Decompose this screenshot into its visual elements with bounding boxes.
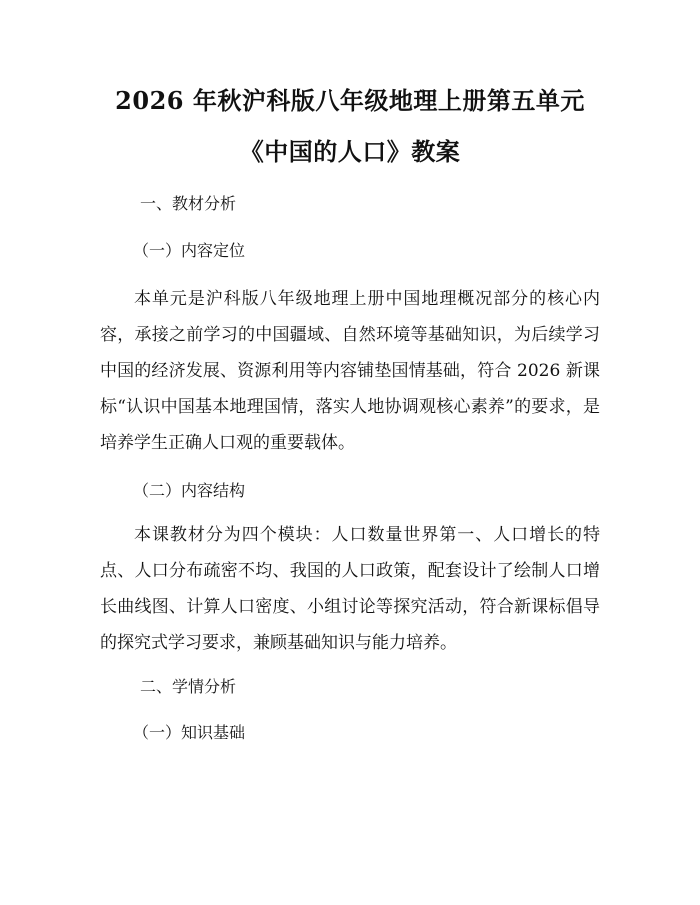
subsection-heading-content-positioning: （一）内容定位 (133, 241, 246, 260)
paragraph-content-structure: 本课教材分为四个模块：人口数量世界第一、人口增长的特点、人口分布疏密不均、我国的人口政策，配套设计了绘制人口增长曲线图、计算人口密度、小组讨论等探究活动，符合新课标倡导的探究式学习要求，兼顾基础知识与能力培养。 (100, 525, 600, 653)
section-heading-learner-analysis: 二、学情分析 (140, 677, 237, 696)
document-title-line-2: 《中国的人口》教案 (239, 137, 461, 166)
section-heading-textbook-analysis: 一、教材分析 (140, 194, 237, 213)
subsection-heading-content-structure: （二）内容结构 (133, 481, 246, 500)
document-title-line-1: 2026 年秋沪科版八年级地理上册第五单元 (115, 86, 585, 115)
paragraph-content-positioning: 本单元是沪科版八年级地理上册中国地理概况部分的核心内容，承接之前学习的中国疆域、自然环境等基础知识，为后续学习中国的经济发展、资源利用等内容铺垫国情基础，符合 2026 新课标“认识中国基本地理国情，落实人地协调观核心素养”的要求，是培养学生正确人口观的重要载体。 (100, 289, 600, 453)
subsection-heading-knowledge-base: （一）知识基础 (133, 723, 246, 742)
